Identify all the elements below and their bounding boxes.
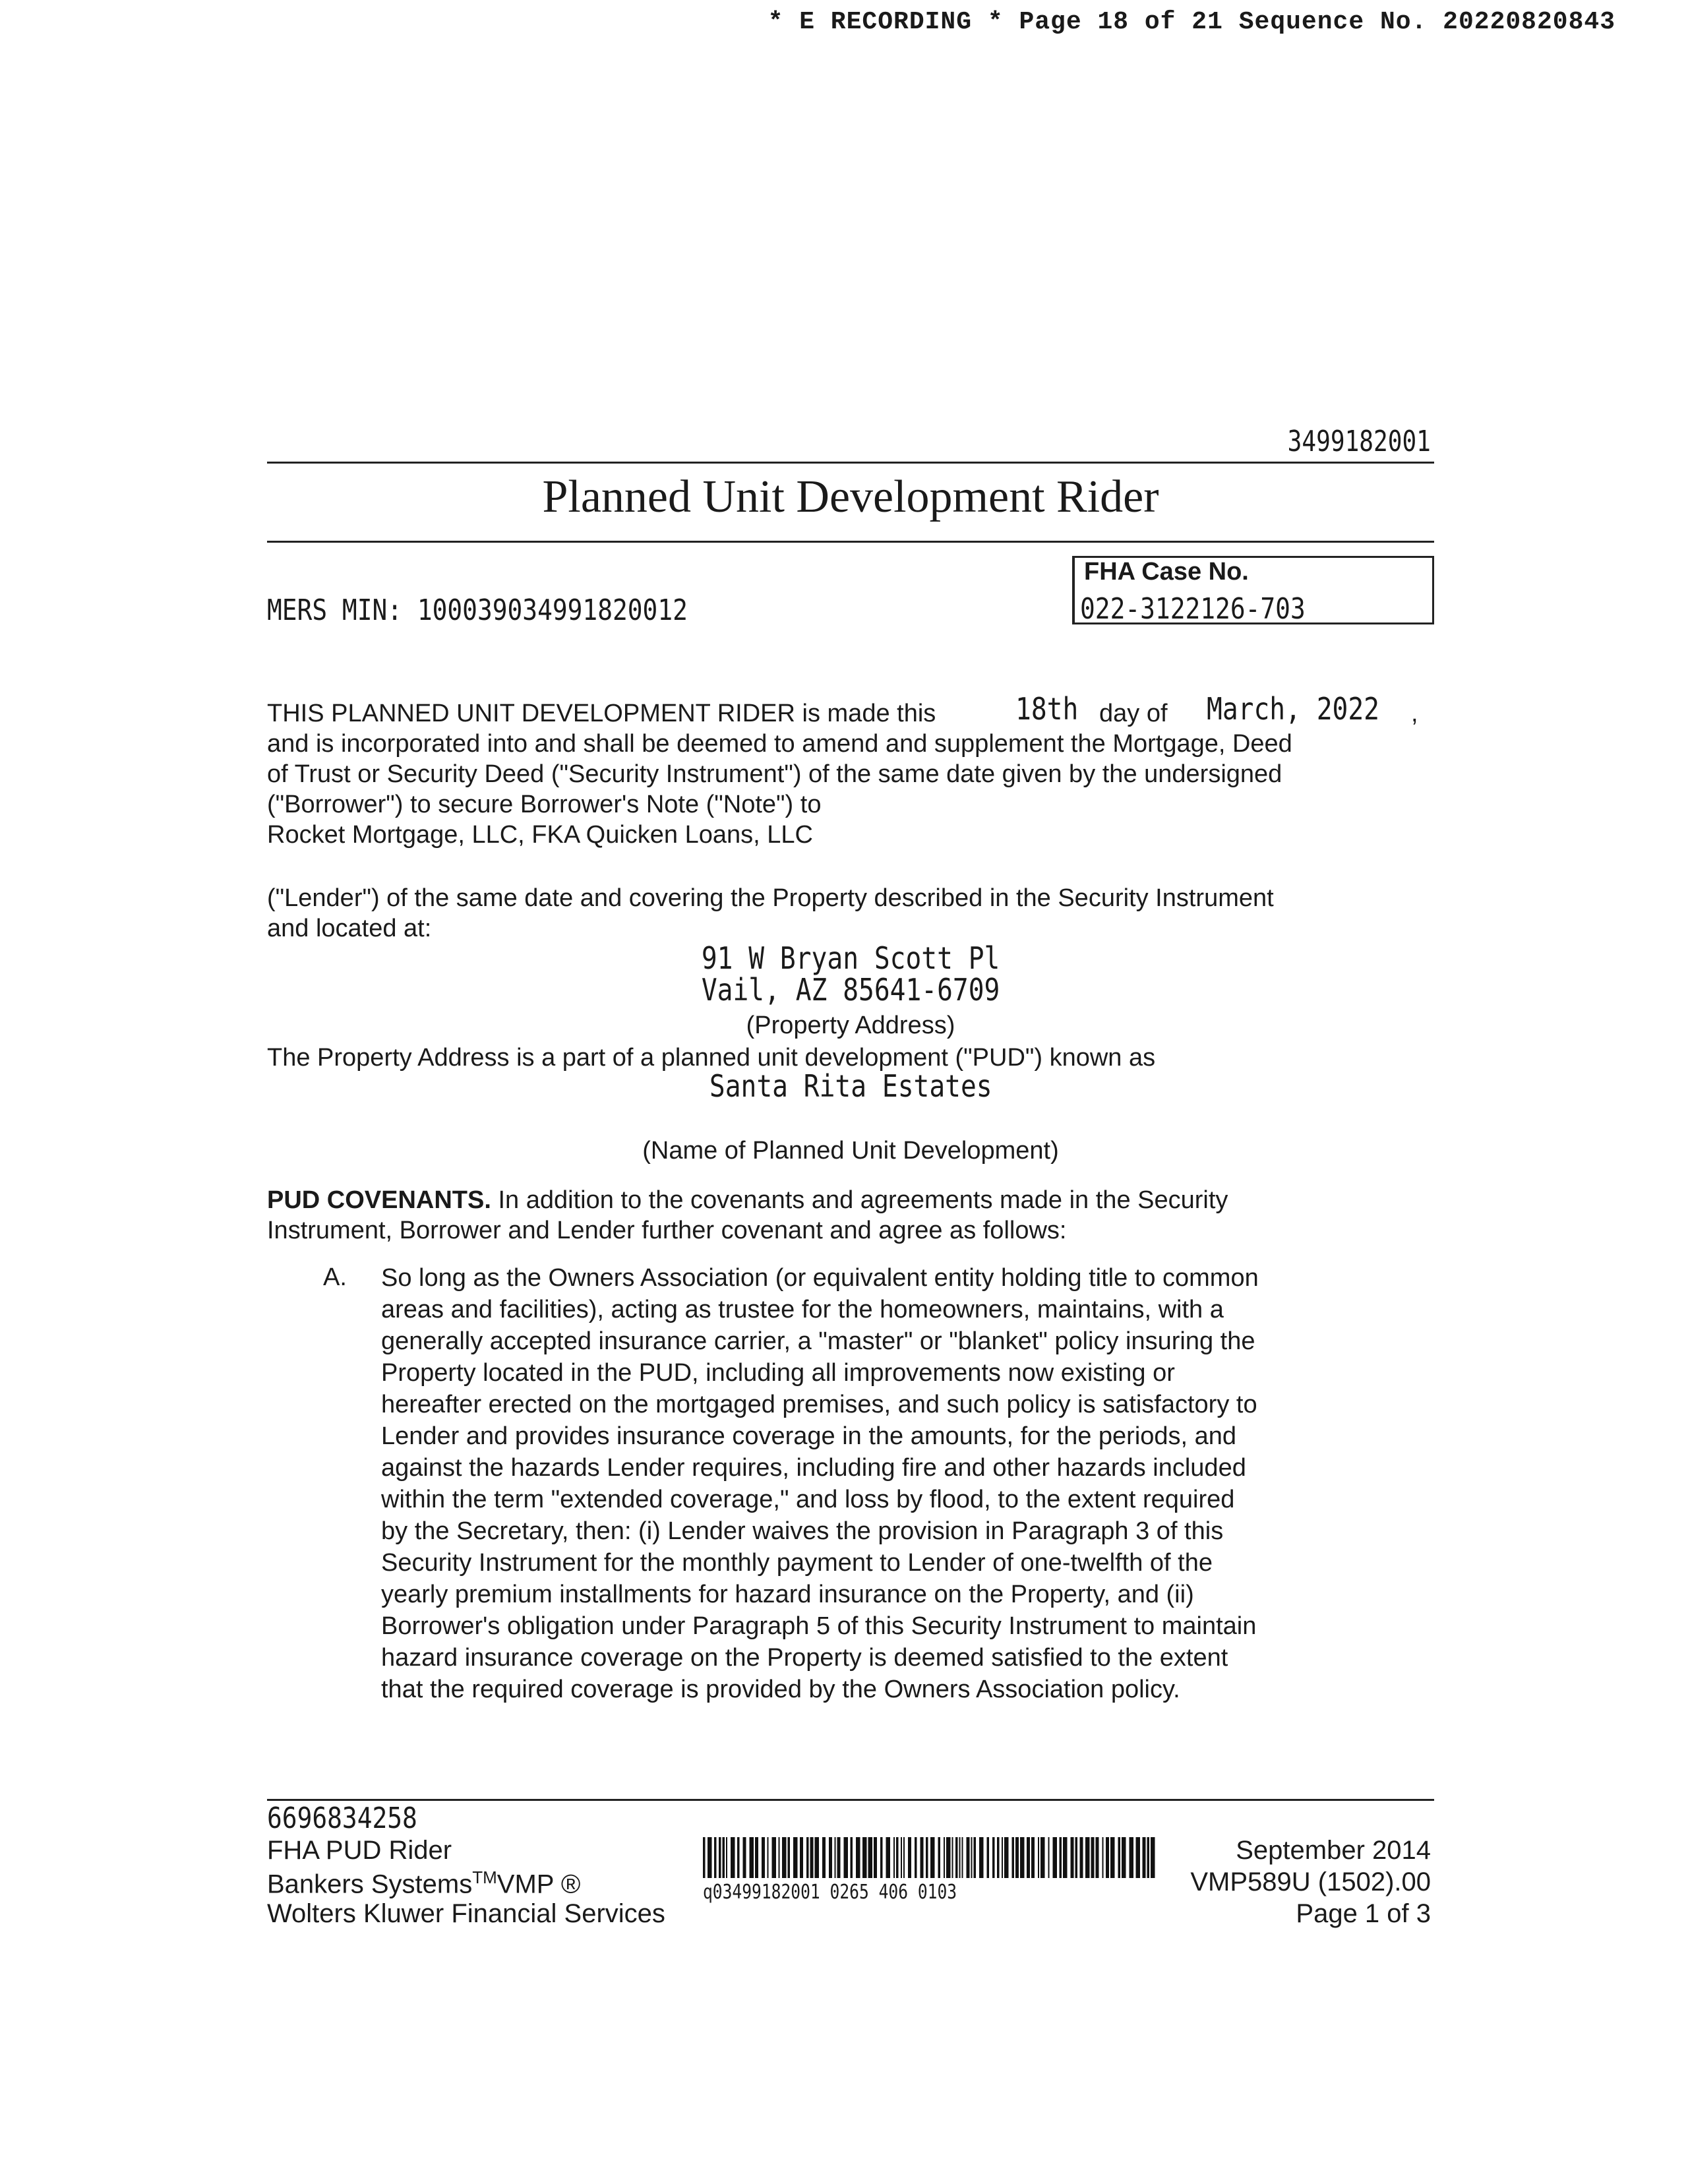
property-address-caption: (Property Address) [746, 1012, 955, 1039]
barcode-bar [719, 1837, 721, 1878]
barcode-image [703, 1837, 1158, 1878]
barcode-bar [1102, 1837, 1104, 1878]
barcode-bar [856, 1837, 860, 1878]
footer-doc-id: 6696834258 [267, 1802, 417, 1835]
barcode-text: q03499182001 0265 406 0103 [703, 1881, 957, 1904]
item-a-line: within the term "extended coverage," and loss by flood, to the extent required [381, 1486, 1235, 1513]
item-a-letter: A. [323, 1263, 347, 1291]
barcode-bar [926, 1837, 928, 1878]
barcode-bar [1147, 1837, 1150, 1878]
item-a-line: hazard insurance coverage on the Property is deemed satisfied to the extent [381, 1644, 1228, 1672]
footer-form-code: VMP589U (1502).00 [1190, 1867, 1431, 1896]
item-a-line: areas and facilities), acting as trustee for the homeowners, maintains, with a [381, 1296, 1224, 1323]
footer-page-number: Page 1 of 3 [1296, 1899, 1431, 1928]
rider-month-year: March, 2022 [1207, 691, 1379, 727]
pud-name-wrap [267, 1068, 1434, 1104]
barcode-bar [1136, 1837, 1141, 1878]
barcode-bar [806, 1837, 809, 1878]
barcode-bar [896, 1837, 899, 1878]
barcode-bar [903, 1837, 905, 1878]
barcode-bar [1110, 1837, 1115, 1878]
barcode-bar [815, 1837, 820, 1878]
barcode-bar [1038, 1837, 1039, 1878]
item-a-line: Lender and provides insurance coverage in the amounts, for the periods, and [381, 1422, 1237, 1450]
loan-number: 3499182001 [1287, 425, 1431, 458]
barcode-bar [708, 1837, 712, 1878]
barcode-bar [762, 1837, 765, 1878]
pud-line: The Property Address is a part of a planned unit development ("PUD") known as [267, 1044, 1156, 1072]
barcode-bar [915, 1837, 917, 1878]
barcode-bar [726, 1837, 727, 1878]
barcode-bar [703, 1837, 706, 1878]
barcode-bar [967, 1837, 970, 1878]
covenants-heading: PUD COVENANTS. [267, 1186, 491, 1214]
barcode-bar [1002, 1837, 1003, 1878]
recording-stamp: * E RECORDING * Page 18 of 21 Sequence No. 20220820843 [768, 8, 1615, 36]
barcode-bar [901, 1837, 902, 1878]
fha-case-box [1072, 556, 1434, 624]
barcode-bar [862, 1837, 867, 1878]
intro-line-3: of Trust or Security Deed ("Security Instrument") of the same date given by the undersigned [267, 760, 1282, 788]
barcode-bar [1031, 1837, 1035, 1878]
barcode-bar [1122, 1837, 1126, 1878]
item-a-line: So long as the Owners Association (or equivalent entity holding title to common [381, 1264, 1259, 1292]
barcode-bar [920, 1837, 924, 1878]
barcode-bar [851, 1837, 853, 1878]
lender-name: Rocket Mortgage, LLC, FKA Quicken Loans, LLC [267, 821, 813, 849]
barcode-bar [829, 1837, 832, 1878]
barcode-bar [844, 1837, 849, 1878]
item-a-line: Property located in the PUD, including all improvements now existing or [381, 1359, 1175, 1387]
intro-line-6: and located at: [267, 915, 432, 942]
item-a-line: by the Secretary, then: (i) Lender waives the provision in Paragraph 3 of this [381, 1517, 1224, 1545]
barcode-bar [1096, 1837, 1099, 1878]
footer-vendor-prefix: Bankers Systems [267, 1869, 473, 1899]
footer-edition: September 2014 [1236, 1836, 1431, 1865]
barcode-bar [714, 1837, 717, 1878]
barcode-bar [782, 1837, 787, 1878]
covenants-heading-rest: In addition to the covenants and agreements made in the Security [491, 1186, 1228, 1214]
barcode-bar [974, 1837, 977, 1878]
barcode-bar [810, 1837, 814, 1878]
barcode-bar [822, 1837, 826, 1878]
mers-min: MERS MIN: 100039034991820012 [267, 593, 688, 627]
barcode-bar [1040, 1837, 1045, 1878]
barcode-bar [1060, 1837, 1062, 1878]
barcode-bar [772, 1837, 777, 1878]
barcode-bar [723, 1837, 725, 1878]
barcode-bar [731, 1837, 735, 1878]
barcode-bar [1091, 1837, 1095, 1878]
barcode-bar [952, 1837, 953, 1878]
barcode-bar [874, 1837, 877, 1878]
barcode-bar [886, 1837, 891, 1878]
barcode-bar [835, 1837, 836, 1878]
barcode-bar [908, 1837, 911, 1878]
property-city-wrap [267, 972, 1434, 1008]
barcode-bar [880, 1837, 883, 1878]
property-city-state-zip: Vail, AZ 85641-6709 [701, 972, 1000, 1008]
fha-case-label: FHA Case No. [1084, 558, 1249, 586]
item-a-line: that the required coverage is provided by the Owners Association policy. [381, 1676, 1180, 1703]
property-street: 91 W Bryan Scott Pl [701, 940, 1000, 976]
barcode-bar [1118, 1837, 1121, 1878]
document-title: Planned Unit Development Rider [542, 471, 1159, 522]
title-top-rule [267, 462, 1434, 464]
item-a-line: yearly premium installments for hazard insurance on the Property, and (ii) [381, 1581, 1194, 1608]
barcode-bar [793, 1837, 798, 1878]
barcode-bar [944, 1837, 945, 1878]
barcode-bar [800, 1837, 803, 1878]
barcode-bar [868, 1837, 873, 1878]
barcode-bar [1085, 1837, 1090, 1878]
barcode-bar [893, 1837, 895, 1878]
barcode-bar [737, 1837, 740, 1878]
barcode-bar [1015, 1837, 1019, 1878]
footer-vendor [267, 1867, 580, 1899]
barcode-bar [979, 1837, 984, 1878]
barcode-bar [1020, 1837, 1025, 1878]
barcode-bar [1063, 1837, 1068, 1878]
title-bottom-rule [267, 541, 1434, 543]
item-a-text [381, 1262, 1370, 1705]
barcode-bar [750, 1837, 754, 1878]
barcode-bar [959, 1837, 961, 1878]
barcode-bar [1012, 1837, 1015, 1878]
barcode-bar [1080, 1837, 1083, 1878]
barcode-bar [930, 1837, 935, 1878]
item-a-line: Security Instrument for the monthly payment to Lender of one-twelfth of the [381, 1549, 1213, 1577]
barcode-bar [946, 1837, 951, 1878]
property-street-wrap [267, 940, 1434, 976]
intro-prefix: THIS PLANNED UNIT DEVELOPMENT RIDER is made this [267, 700, 936, 727]
intro-line-1 [267, 698, 936, 729]
barcode-bar [1075, 1837, 1078, 1878]
covenants-line-1 [267, 1184, 1228, 1216]
barcode-bar [837, 1837, 841, 1878]
item-a-line: Borrower's obligation under Paragraph 5 of this Security Instrument to maintain [381, 1612, 1257, 1640]
fha-case-number: 022-3122126-703 [1080, 592, 1306, 626]
barcode-bar [1027, 1837, 1030, 1878]
footer-rule [267, 1799, 1434, 1801]
barcode-bar [779, 1837, 780, 1878]
barcode-bar [1143, 1837, 1146, 1878]
intro-line-2: and is incorporated into and shall be deemed to amend and supplement the Mortgage, Deed [267, 730, 1292, 758]
barcode-bar [1106, 1837, 1109, 1878]
barcode-bar [1004, 1837, 1009, 1878]
item-a-line: generally accepted insurance carrier, a "master" or "blanket" policy insuring the [381, 1327, 1255, 1355]
footer-vendor-tm: TM [472, 1867, 497, 1887]
barcode-bar [788, 1837, 791, 1878]
footer-vendor-suffix: VMP ® [497, 1869, 581, 1899]
intro-comma: , [1411, 700, 1418, 727]
footer-form-name: FHA PUD Rider [267, 1836, 452, 1865]
barcode-bar [768, 1837, 769, 1878]
intro-line-5: ("Lender") of the same date and covering the Property described in the Security Instrument [267, 884, 1274, 912]
pud-name-caption: (Name of Planned Unit Development) [642, 1137, 1059, 1165]
barcode-bar [938, 1837, 941, 1878]
barcode-bar [755, 1837, 758, 1878]
intro-line-4: ("Borrower") to secure Borrower's Note ("Note") to [267, 791, 822, 818]
barcode-bar [743, 1837, 746, 1878]
covenants-line-2: Instrument, Borrower and Lender further covenant and agree as follows: [267, 1217, 1067, 1244]
item-a-line: hereafter erected on the mortgaged premises, and such policy is satisfactory to [381, 1391, 1257, 1418]
barcode-bar [992, 1837, 995, 1878]
barcode-bar [1048, 1837, 1050, 1878]
day-of-label: day of [1099, 700, 1168, 727]
barcode-bar [987, 1837, 990, 1878]
barcode-bar [962, 1837, 963, 1878]
rider-day: 18th [1015, 691, 1079, 727]
barcode-bar [971, 1837, 973, 1878]
barcode-bar [955, 1837, 958, 1878]
footer-publisher: Wolters Kluwer Financial Services [267, 1899, 665, 1928]
pud-name: Santa Rita Estates [709, 1068, 992, 1104]
barcode-bar [1151, 1837, 1155, 1878]
barcode-bar [1053, 1837, 1058, 1878]
barcode-bar [997, 1837, 1000, 1878]
item-a-line: against the hazards Lender requires, including fire and other hazards included [381, 1454, 1246, 1482]
barcode-bar [1071, 1837, 1074, 1878]
barcode-bar [1130, 1837, 1134, 1878]
